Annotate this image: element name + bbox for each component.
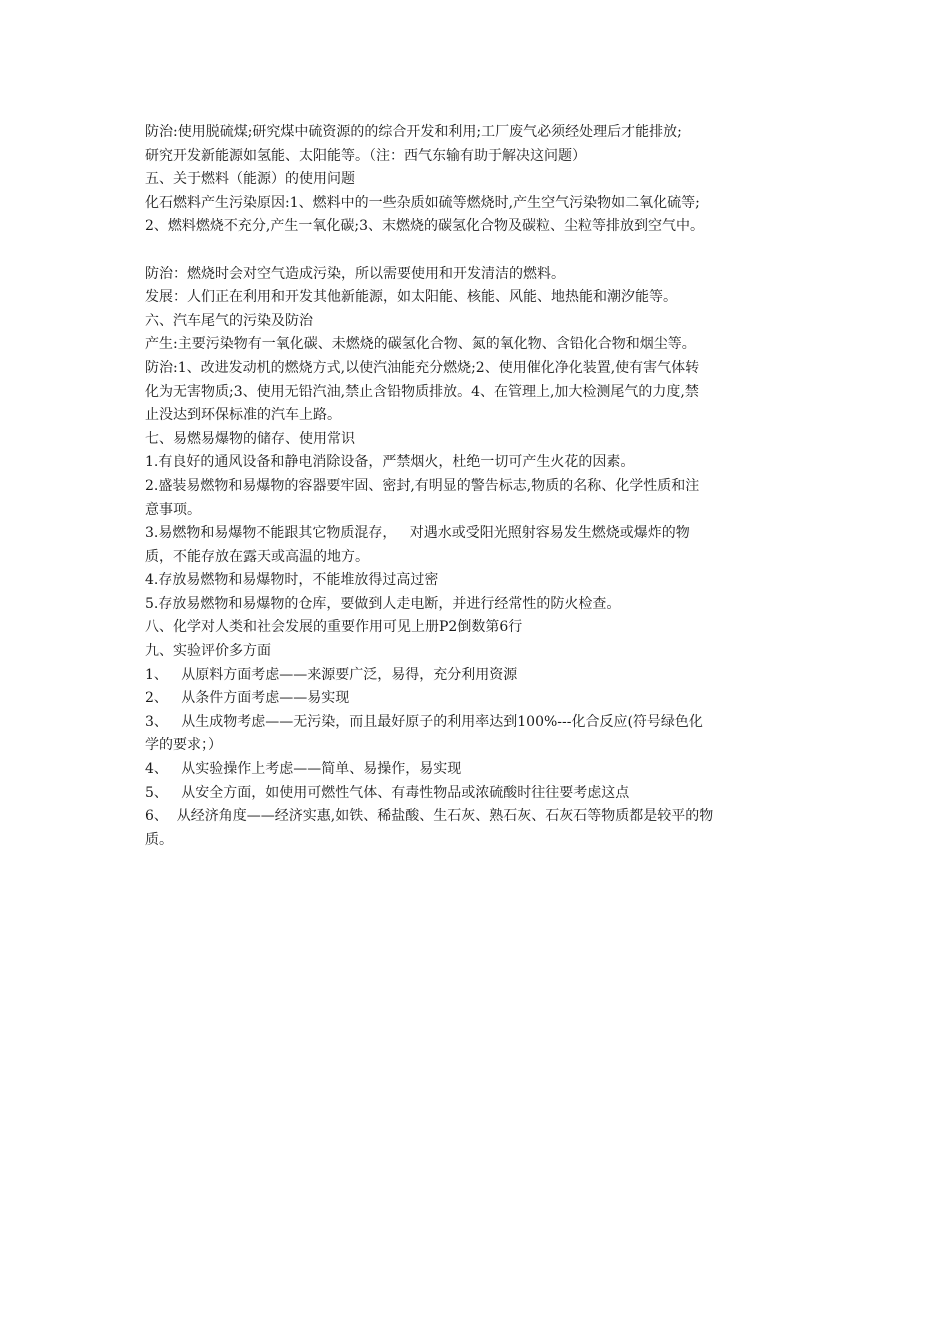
text-line: 产生:主要污染物有一氧化碳、未燃烧的碳氢化合物、氮的氧化物、含铅化合物和烟尘等。 (145, 336, 696, 353)
text-line: 防治:1、改进发动机的燃烧方式,以使汽油能充分燃烧;2、使用催化净化装置,使有害气体转 (145, 359, 700, 376)
text-line: 七、易燃易爆物的储存、使用常识 (145, 430, 355, 447)
text-line: 5.存放易燃物和易爆物的仓库，要做到人走电断，并进行经常性的防火检查。 (145, 595, 621, 612)
text-line: 2、 从条件方面考虑——易实现 (145, 690, 350, 707)
text-line: 3、 从生成物考虑——无污染，而且最好原子的利用率达到100%---化合反应(符号绿色化 (145, 713, 703, 730)
text-line: 八、化学对人类和社会发展的重要作用可见上册P2倒数第6行 (145, 619, 523, 636)
blank-line (145, 239, 825, 263)
text-line: 化为无害物质;3、使用无铅汽油,禁止含铅物质排放。4、在管理上,加大检测尾气的力度,禁 (145, 383, 699, 400)
text-line: 2、燃料燃烧不充分,产生一氧化碳;3、末燃烧的碳氢化合物及碳粒、尘粒等排放到空气中。 (145, 218, 704, 235)
text-line: 防治:使用脱硫煤;研究煤中硫资源的的综合开发和利用;工厂废气必须经处理后才能排放; (145, 124, 682, 140)
text-line: 六、汽车尾气的污染及防治 (145, 312, 313, 329)
text-line: 1.有良好的通风设备和静电消除设备，严禁烟火，杜绝一切可产生火花的因素。 (145, 454, 635, 471)
text-line: 4.存放易燃物和易爆物时，不能堆放得过高过密 (145, 572, 439, 589)
text-line: 学的要求；） (145, 737, 222, 754)
text-line: 止没达到环保标准的汽车上路。 (145, 407, 341, 424)
text-line: 4、 从实验操作上考虑——简单、易操作，易实现 (145, 761, 462, 778)
text-line: 五、关于燃料（能源）的使用问题 (145, 171, 355, 188)
text-line: 研究开发新能源如氢能、太阳能等。（注：西气东输有助于解决这问题） (145, 147, 586, 164)
text-line: 质，不能存放在露天或高温的地方。 (145, 548, 369, 565)
text-line: 3.易燃物和易爆物不能跟其它物质混存， 对遇水或受阳光照射容易发生燃烧或爆炸的物 (145, 525, 690, 542)
text-line: 1、 从原料方面考虑——来源要广泛，易得，充分利用资源 (145, 666, 518, 683)
text-line: 化石燃料产生污染原因:1、燃料中的一些杂质如硫等燃烧时,产生空气污染物如二氧化硫等; (145, 194, 700, 211)
document-body (145, 121, 825, 852)
text-line: 2.盛装易燃物和易爆物的容器要牢固、密封,有明显的警告标志,物质的名称、化学性质和注 (145, 477, 700, 494)
text-line: 5、 从安全方面，如使用可燃性气体、有毒性物品或浓硫酸时往往要考虑这点 (145, 784, 630, 801)
text-line: 防治：燃烧时会对空气造成污染，所以需要使用和开发清洁的燃料。 (145, 265, 565, 282)
text-line: 九、实验评价多方面 (145, 643, 271, 660)
text-line: 意事项。 (145, 501, 201, 518)
text-line: 质。 (145, 831, 173, 848)
text-line: 发展：人们正在利用和开发其他新能源，如太阳能、核能、风能、地热能和潮汐能等。 (145, 289, 677, 306)
text-line: 6、 从经济角度——经济实惠,如铁、稀盐酸、生石灰、熟石灰、石灰石等物质都是较平的物 (145, 808, 714, 825)
